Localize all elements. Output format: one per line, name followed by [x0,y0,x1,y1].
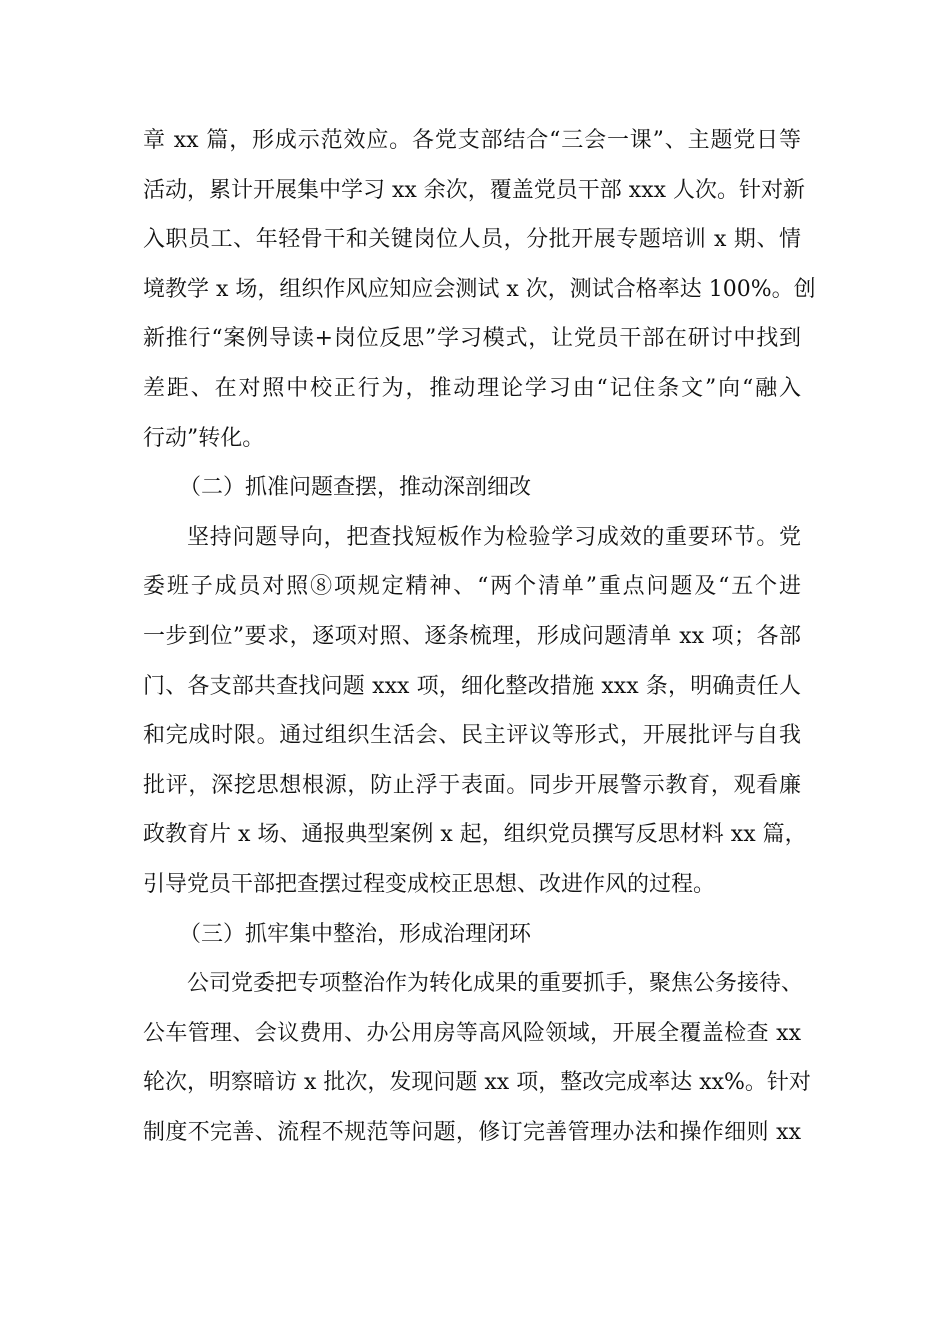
text-line: 和完成时限。通过组织生活会、民主评议等形式，开展批评与自我 [143,723,801,749]
text-line: 门、各支部共查找问题 xxx 项，细化整改措施 xxx 条，明确责任人 [143,673,801,699]
text-line: 差距、在对照中校正行为，推动理论学习由“记住条文”向“融入 [143,375,801,401]
text-line: 坚持问题导向，把查找短板作为检验学习成效的重要环节。党 [187,524,801,550]
document-page [143,116,816,1157]
text-line: 章 xx 篇，形成示范效应。各党支部结合“三会一课”、主题党日等 [143,128,802,153]
text-line: 制度不完善、流程不规范等问题，修订完善管理办法和操作细则 xx [143,1119,801,1145]
text-line: 公司党委把专项整治作为转化成果的重要抓手，聚焦公务接待、 [187,971,804,997]
text-line: 轮次，明察暗访 x 批次，发现问题 xx 项，整改完成率达 xx%。针对 [143,1070,811,1096]
text-line: 新推行“案例导读+岗位反思”学习模式，让党员干部在研讨中找到 [143,326,801,352]
section-heading [143,463,801,513]
section-heading [143,910,801,960]
text-line: 境教学 x 场，组织作风应知应会测试 x 次，测试合格率达 100%。创 [143,276,816,302]
body-paragraph [143,116,816,463]
text-line: 行动”转化。 [143,425,265,451]
text-line: 入职员工、年轻骨干和关键岗位人员，分批开展专题培训 x 期、情 [143,227,801,253]
body-paragraph [143,959,811,1157]
text-line: （二）抓准问题查摆，推动深剖细改 [179,475,532,501]
text-line: 活动，累计开展集中学习 xx 余次，覆盖党员干部 xxx 人次。针对新 [143,177,806,203]
text-line: 一步到位”要求，逐项对照、逐条梳理，形成问题清单 xx 项；各部 [143,623,801,649]
text-line: 公车管理、会议费用、办公用房等高风险领域，开展全覆盖检查 xx [143,1020,801,1046]
text-line: 政教育片 x 场、通报典型案例 x 起，组织党员撰写反思材料 xx 篇， [143,822,807,848]
body-paragraph [143,513,807,910]
text-line: 委班子成员对照⑧项规定精神、“两个清单”重点问题及“五个进 [143,574,801,600]
text-line: （三）抓牢集中整治，形成治理闭环 [179,921,532,947]
text-line: 引导党员干部把查摆过程变成校正思想、改进作风的过程。 [143,871,716,897]
text-line: 批评，深挖思想根源，防止浮于表面。同步开展警示教育，观看廉 [143,772,801,798]
